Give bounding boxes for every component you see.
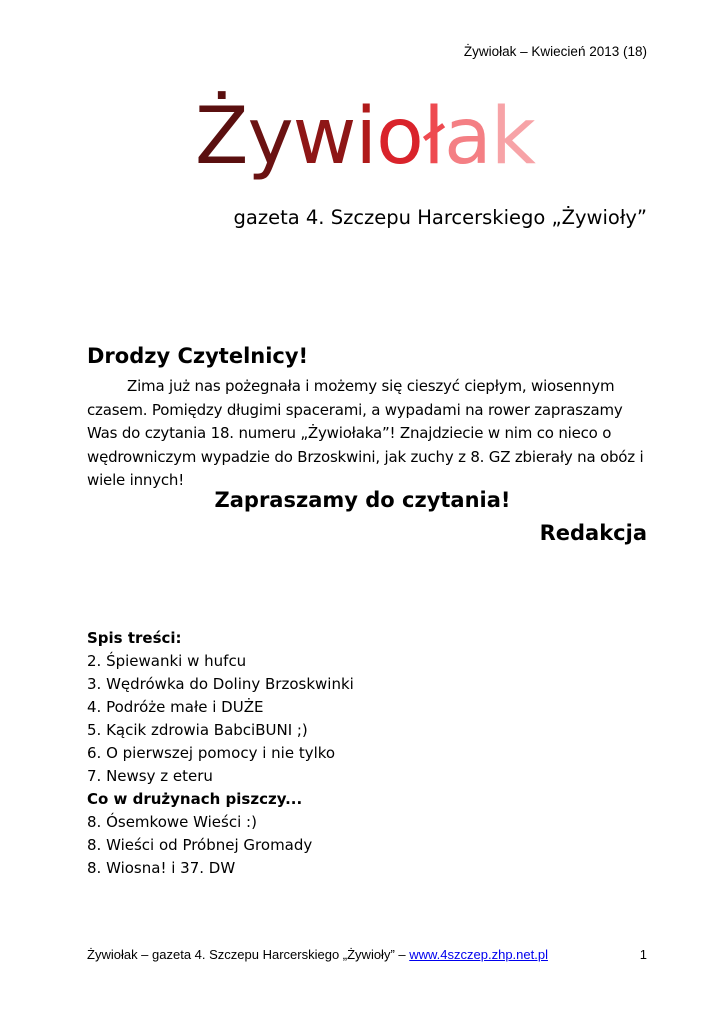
masthead-letter: Ż	[195, 92, 248, 182]
toc-item: 5. Kącik zdrowia BabciBUNI ;)	[87, 721, 308, 739]
invitation-heading: Zapraszamy do czytania!	[214, 488, 511, 512]
masthead-letter: a	[443, 92, 491, 182]
toc-item: 8. Wieści od Próbnej Gromady	[87, 836, 313, 854]
toc-item: 8. Wiosna! i 37. DW	[87, 859, 236, 877]
toc-item: 8. Ósemkowe Wieści :)	[87, 813, 257, 831]
masthead-subtitle: gazeta 4. Szczepu Harcerskiego „Żywioły”	[233, 206, 647, 229]
footer-text: Żywiołak – gazeta 4. Szczepu Harcerskiego „Żywioły” –	[87, 947, 410, 962]
masthead-letter: w	[292, 92, 356, 182]
toc-item: 3. Wędrówka do Doliny Brzoskwinki	[87, 675, 354, 693]
page-number: 1	[639, 947, 647, 962]
running-header: Żywiołak – Kwiecień 2013 (18)	[463, 44, 647, 59]
toc-item: 4. Podróże małe i DUŻE	[87, 698, 264, 716]
toc-section-heading: Spis treści:	[87, 629, 182, 647]
masthead-letter: o	[376, 92, 423, 182]
editorial-signature: Redakcja	[539, 521, 647, 545]
masthead-letter: k	[490, 92, 535, 182]
intro-paragraph: Zima już nas pożegnała i możemy się cieszyć ciepłym, wiosennym czasem. Pomiędzy długimi spacerami, a wypadami na rower zapraszamy Was do czytania 18. numeru „Żywiołaka”! Znajdziecie w nim co nieco o wędrowniczym wypadzie do Brzoskwini, jak zuchy z 8. GZ zbierały na obóz i wiele innych!	[87, 377, 644, 489]
toc-item: 2. Śpiewanki w hufcu	[87, 652, 247, 670]
masthead-title	[195, 92, 535, 182]
greeting-heading: Drodzy Czytelnicy!	[87, 344, 309, 368]
masthead-letter: ł	[422, 92, 444, 182]
page-footer	[87, 947, 647, 962]
masthead-letter: y	[247, 92, 293, 182]
toc-item: 7. Newsy z eteru	[87, 767, 213, 785]
toc-section-heading: Co w drużynach piszczy...	[87, 790, 303, 808]
footer-website-link[interactable]: www.4szczep.zhp.net.pl	[409, 947, 548, 962]
toc-item: 6. O pierwszej pomocy i nie tylko	[87, 744, 336, 762]
masthead-letter: i	[355, 92, 377, 182]
table-of-contents	[87, 627, 354, 880]
